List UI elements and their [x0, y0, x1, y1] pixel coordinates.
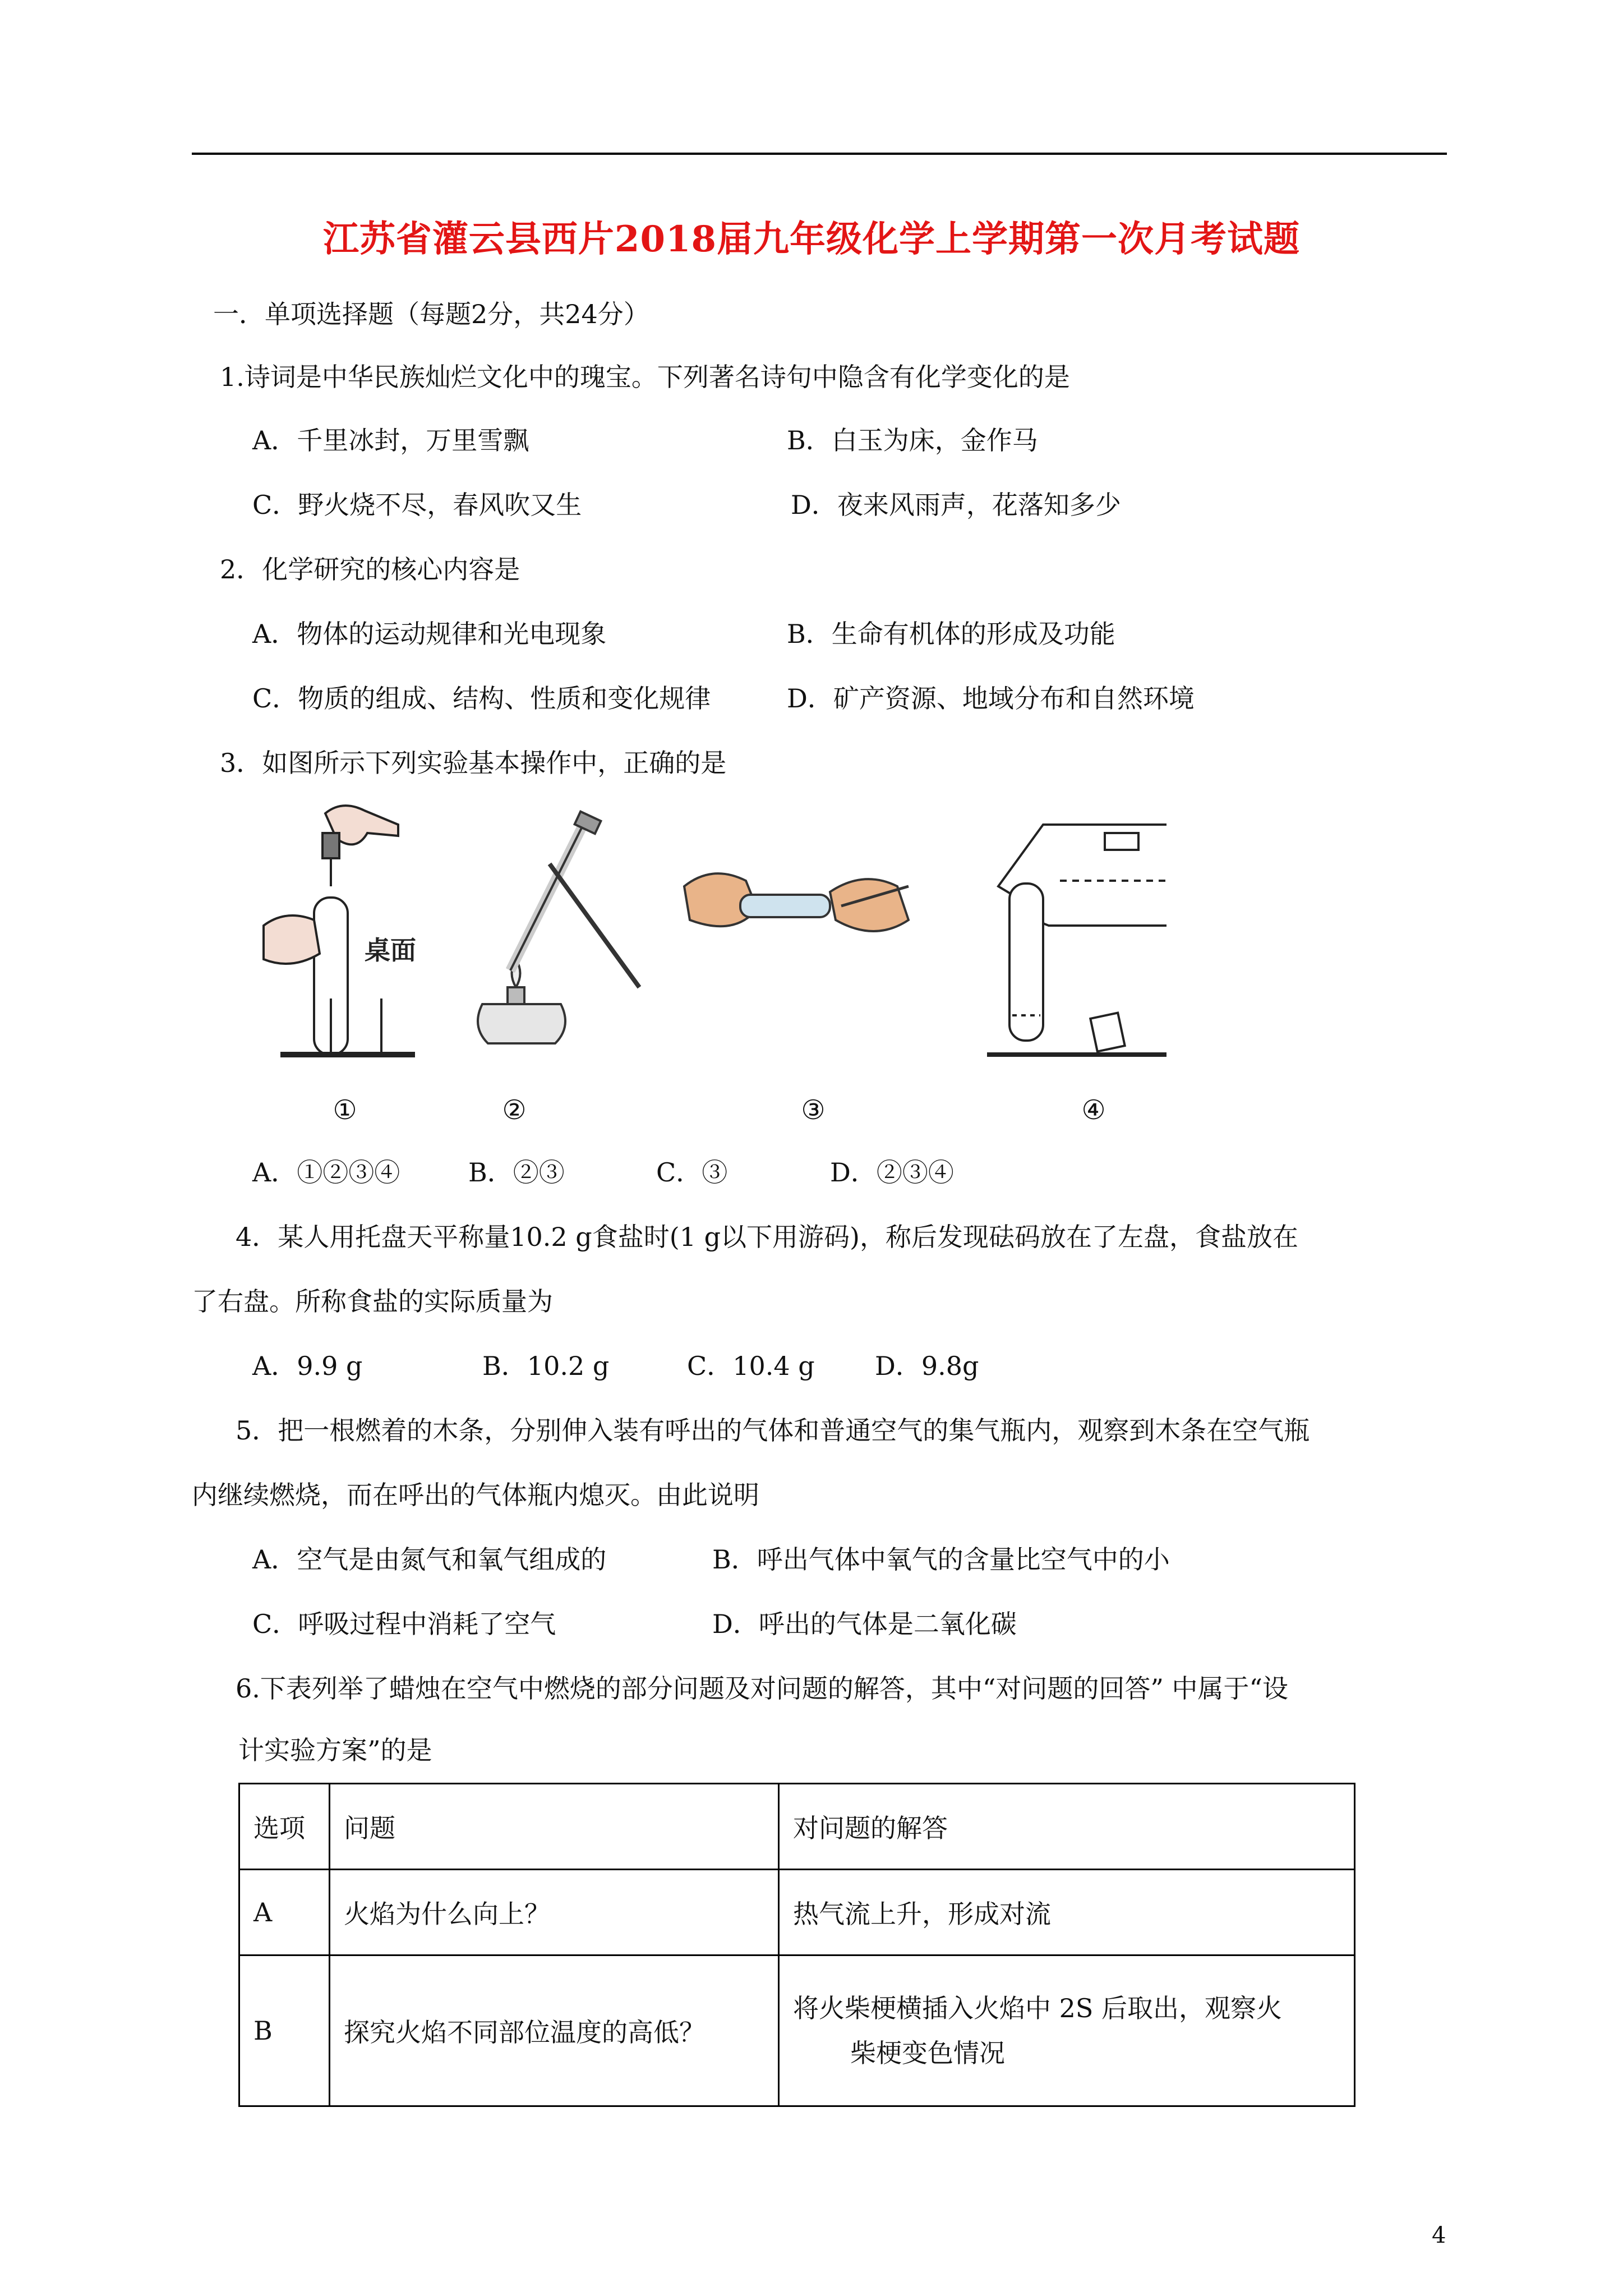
- section-heading: 一．单项选择题（每题2分，共24分）: [213, 299, 649, 329]
- question-4-stem-line-2: 了右盘。所称食盐的实际质量为: [192, 1286, 553, 1317]
- table-cell-answer-line-1: 将火柴梗横插入火焰中 2S 后取出，观察火: [793, 1993, 1283, 2023]
- question-6-stem-line-2: 计实验方案”的是: [238, 1735, 432, 1765]
- question-3-stem: 3．如图所示下列实验基本操作中，正确的是: [220, 748, 727, 778]
- question-3-option-b: B．②③: [468, 1157, 565, 1188]
- table-cell-answer-line-2: 柴梗变色情况: [850, 2038, 1005, 2068]
- question-5-stem-line-1: 5．把一根燃着的木条，分别伸入装有呼出的气体和普通空气的集气瓶内，观察到木条在空气瓶: [236, 1415, 1310, 1446]
- table-row: [239, 1870, 1355, 1955]
- table-cell-answer: 热气流上升，形成对流: [779, 1870, 1355, 1955]
- table-header-answer: 对问题的解答: [779, 1784, 1355, 1870]
- table-header-option: 选项: [239, 1784, 330, 1870]
- header-rule: [192, 153, 1447, 155]
- table-header-question: 问题: [330, 1784, 779, 1870]
- question-4-option-c: C．10.4 g: [687, 1351, 815, 1381]
- table-cell-question: 探究火焰不同部位温度的高低？: [330, 1955, 779, 2106]
- exam-title: 江苏省灌云县西片2018届九年级化学上学期第一次月考试题: [322, 218, 1301, 260]
- table-header-row: [239, 1784, 1355, 1870]
- question-2-stem: 2．化学研究的核心内容是: [220, 554, 520, 585]
- question-5-option-d: D．呼出的气体是二氧化碳: [712, 1609, 1017, 1639]
- heating-operation-image: [478, 812, 639, 1043]
- dropper-operation-image: [264, 806, 415, 1055]
- question-5-option-a: A．空气是由氮气和氧气组成的: [252, 1544, 607, 1575]
- question-1-option-d: D．夜来风雨声，花落知多少: [791, 490, 1121, 520]
- table-cell-option: B: [239, 1955, 330, 2106]
- question-1-option-a: A．千里冰封，万里雪飘: [252, 425, 529, 455]
- question-6-stem-line-1: 6.下表列举了蜡烛在空气中燃烧的部分问题及对问题的解答，其中“对问题的回答” 中属于“设: [236, 1673, 1289, 1704]
- figure-number-3: ③: [801, 1094, 826, 1126]
- figure-number-1: ①: [333, 1094, 357, 1126]
- question-3-option-d: D．②③④: [830, 1157, 954, 1188]
- question-1-option-b: B．白玉为床，金作马: [787, 425, 1038, 455]
- desk-label: 桌面: [365, 935, 416, 965]
- question-2-option-a: A．物体的运动规律和光电现象: [252, 619, 607, 649]
- table-cell-question: 火焰为什么向上？: [330, 1870, 779, 1955]
- candle-questions-table: [238, 1783, 1355, 2107]
- question-4-option-d: D．9.8g: [875, 1351, 979, 1381]
- question-2-option-c: C．物质的组成、结构、性质和变化规律: [252, 683, 711, 714]
- question-2-option-b: B．生命有机体的形成及功能: [787, 619, 1115, 649]
- lab-operations-figure: [247, 791, 1166, 1139]
- question-5-stem-line-2: 内继续燃烧，而在呼出的气体瓶内熄灭。由此说明: [192, 1480, 759, 1510]
- test-tube-hold-image: [684, 873, 909, 931]
- table-cell-option: A: [239, 1870, 330, 1955]
- question-1-option-c: C．野火烧不尽，春风吹又生: [252, 490, 582, 520]
- question-2-option-d: D．矿产资源、地域分布和自然环境: [787, 683, 1195, 714]
- page-number: 4: [1432, 2223, 1446, 2248]
- figure-number-2: ②: [502, 1094, 527, 1126]
- question-4-option-a: A．9.9 g: [252, 1351, 363, 1381]
- question-5-option-b: B．呼出气体中氧气的含量比空气中的小: [712, 1544, 1170, 1575]
- table-cell-answer: [779, 1955, 1355, 2106]
- question-5-option-c: C．呼吸过程中消耗了空气: [252, 1609, 556, 1639]
- question-3-option-c: C．③: [656, 1157, 728, 1188]
- figure-number-4: ④: [1081, 1094, 1106, 1126]
- question-4-stem-line-1: 4．某人用托盘天平称量10.2 g食盐时(1 g以下用游码)，称后发现砝码放在了左盘，食盐放在: [236, 1222, 1298, 1252]
- table-row: [239, 1955, 1355, 2106]
- question-4-option-b: B．10.2 g: [482, 1351, 610, 1381]
- pouring-operation-image: [987, 825, 1166, 1055]
- question-1-stem: 1.诗词是中华民族灿烂文化中的瑰宝。下列著名诗句中隐含有化学变化的是: [220, 362, 1070, 392]
- question-3-option-a: A．①②③④: [252, 1157, 400, 1188]
